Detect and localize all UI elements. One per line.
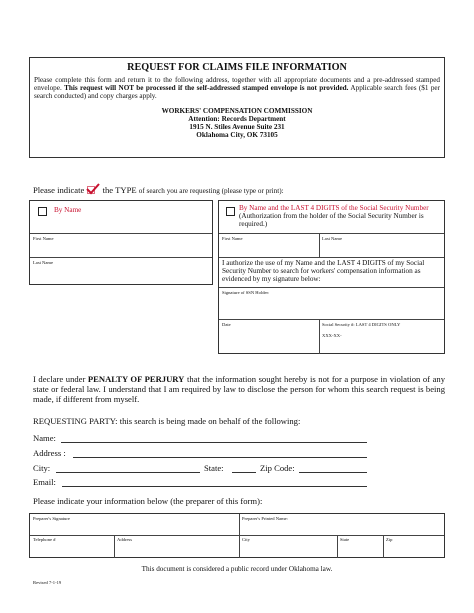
preparer-split-address (114, 535, 115, 558)
declaration-part-2: that the information sought hereby is not for a purpose in violation of any state or federal law. I understand that I am required by law to disclose the person for whom this search request is being made, if different from myself. (33, 374, 445, 404)
street-address: 1915 N. Stiles Avenue Suite 231 (189, 123, 285, 131)
city-field[interactable] (56, 472, 200, 473)
right-divider-1 (219, 233, 444, 234)
preparer-address-label: Address (117, 537, 133, 542)
email-field[interactable] (62, 486, 367, 487)
declaration-part-1: I declare under (33, 374, 86, 384)
header-box (29, 57, 445, 158)
state-field[interactable] (232, 472, 256, 473)
address-label: Address : (33, 448, 66, 458)
type-prompt-rest: of search you are requesting (please type or print): (138, 187, 284, 195)
name-field[interactable] (61, 442, 367, 443)
type-prompt-lead: Please indicate (33, 185, 85, 195)
intro-part-1: Please complete this form and return it to the following address, together with all appropriate documents and a pre-addressed stamped envelope. (34, 76, 440, 93)
preparer-split-city (239, 535, 240, 558)
revision-date: Revised 7-1-19 (33, 580, 62, 585)
right-name-split (319, 233, 320, 257)
right-divider-4 (219, 319, 444, 320)
by-name-ssn-rest: (Authorization from the holder of the Social Security Number is required.) (239, 212, 424, 229)
preparer-row1-split (239, 514, 240, 535)
right-date-split (319, 319, 320, 354)
preparer-table (29, 513, 445, 558)
intro-warning: This request will NOT be processed if the self-addressed stamped envelope is not provided. (64, 84, 349, 93)
preparer-row-divider (30, 535, 444, 536)
left-last-name-label: Last Name (33, 260, 54, 265)
preparer-state-label: State (340, 537, 350, 542)
by-name-panel (29, 200, 213, 285)
perjury-declaration (33, 374, 445, 404)
intro-paragraph (34, 76, 440, 101)
preparer-split-state (337, 535, 338, 558)
ssn-signature-label: Signature of SSN Holder: (222, 290, 270, 295)
authorization-text: I authorize the use of my Name and the LAST 4 DIGITS of my Social Security Number to search for workers' compensation information as evidenced by my signature below: (222, 259, 425, 284)
right-divider-3 (219, 287, 444, 288)
by-name-ssn-checkbox[interactable] (226, 207, 235, 216)
requesting-party-heading: REQUESTING PARTY: this search is being made on behalf of the following: (33, 416, 301, 426)
email-label: Email: (33, 477, 56, 487)
preparer-city-label: City (242, 537, 250, 542)
ssn-digits-label: Social Security #: LAST 4 DIGITS ONLY (322, 322, 401, 327)
zip-label: Zip Code: (260, 463, 295, 473)
state-label: State: (204, 463, 224, 473)
by-name-checkbox[interactable] (38, 207, 47, 216)
by-name-label: By Name (54, 206, 82, 214)
left-first-name-label: First Name (33, 236, 54, 241)
preparer-split-zip (383, 535, 384, 558)
right-first-name-label: First Name (222, 236, 243, 241)
right-last-name-label-top: Last Name (322, 236, 343, 241)
address-field[interactable] (73, 457, 367, 458)
preparer-telephone-label: Telephone # (33, 537, 56, 542)
zip-field[interactable] (299, 472, 367, 473)
preparer-signature-label: Preparer's Signature (33, 516, 70, 521)
preparer-printed-name-label: Preparer's Printed Name: (242, 516, 288, 521)
form-title: REQUEST FOR CLAIMS FILE INFORMATION (127, 62, 347, 73)
preparer-prompt: Please indicate your information below (the preparer of this form): (33, 496, 263, 506)
type-prompt (33, 183, 284, 195)
city-address: Oklahoma City, OK 73105 (196, 131, 278, 139)
by-name-ssn-panel (218, 200, 445, 354)
name-label: Name: (33, 433, 56, 443)
ssn-date-label: Date (222, 322, 231, 327)
intro-part-2: Applicable search fees ($1 per search conducted) and copy charges apply. (34, 84, 440, 101)
ssn-mask: XXX-XX- (322, 333, 342, 338)
left-divider-1 (30, 233, 212, 234)
type-prompt-type: the TYPE (102, 185, 137, 195)
public-record-notice: This document is considered a public record under Oklahoma law. (141, 565, 333, 573)
agency-name: WORKERS' COMPENSATION COMMISSION (161, 107, 313, 115)
declaration-emphasis: PENALTY OF PERJURY (87, 374, 185, 384)
right-divider-2 (219, 257, 444, 258)
city-label: City: (33, 463, 51, 473)
by-name-ssn-label (239, 204, 440, 229)
attention-line: Attention: Records Department (188, 115, 286, 123)
checkmark-icon (86, 183, 100, 195)
left-divider-2 (30, 257, 212, 258)
by-name-ssn-red: By Name and the LAST 4 DIGITS of the Social Security Number (239, 204, 429, 212)
preparer-zip-label: Zip (386, 537, 393, 542)
